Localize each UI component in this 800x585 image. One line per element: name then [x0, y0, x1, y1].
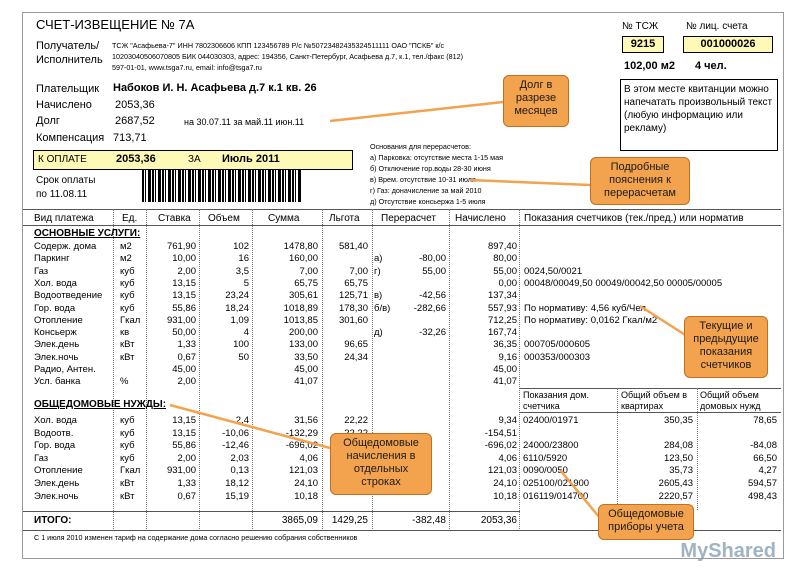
service-meter: 000705/000605	[524, 339, 591, 351]
service-name: Консьерж	[34, 327, 77, 339]
service-unit: куб	[120, 302, 135, 314]
service-accrued: 41,07	[493, 376, 517, 388]
service-volume: 5	[243, 277, 249, 289]
common-name: Гор. вода	[34, 440, 76, 452]
service-meter: 00048/00049,50 00049/00042,50 00005/00005	[524, 277, 723, 289]
service-recalc-ref: г)	[374, 265, 381, 277]
service-volume: 4	[243, 327, 249, 339]
service-privilege: 581,40	[338, 241, 368, 252]
callout-connector	[470, 180, 590, 185]
callout-recalc: Подробные пояснения к перерасчетам	[590, 157, 690, 205]
common-rate: 0,67	[177, 490, 196, 502]
watermark-logo: MyShared	[680, 540, 776, 562]
service-sum: 133,00	[288, 339, 318, 351]
common-accrued: 9,34	[498, 415, 517, 426]
callout-connector	[560, 470, 600, 518]
service-recalc: -80,00	[419, 253, 446, 265]
common-apartment-volume: 350,35	[663, 415, 693, 426]
common-unit: кВт	[120, 478, 135, 489]
service-sum: 305,61	[288, 290, 318, 302]
common-volume: 2,03	[230, 452, 249, 464]
common-sum: 10,18	[294, 490, 318, 502]
common-volume: 0,13	[230, 465, 249, 477]
common-house-volume: 498,43	[747, 490, 777, 502]
service-recalc: -42,56	[419, 290, 446, 302]
service-privilege: 125,71	[338, 290, 368, 302]
service-name: Усл. банка	[34, 376, 81, 388]
for-label: ЗА	[188, 154, 201, 165]
tsg-label: № ТСЖ	[622, 21, 659, 32]
service-rate: 50,00	[172, 327, 196, 339]
common-sum: 4,06	[299, 452, 318, 464]
common-rate: 931,00	[166, 465, 196, 477]
service-recalc-ref: д)	[374, 327, 383, 339]
common-sum: 121,03	[288, 465, 318, 477]
service-unit: м2	[120, 241, 132, 252]
service-accrued: 167,74	[487, 327, 517, 339]
common-name: Отопление	[34, 465, 83, 477]
service-meter: По нормативу: 4,56 куб/Чел	[524, 302, 646, 314]
service-rate: 761,90	[166, 241, 196, 252]
service-rate: 45,00	[172, 364, 196, 375]
col-header-recalc: Перерасчет	[381, 213, 436, 224]
common-volume: 2,4	[235, 415, 249, 426]
service-name: Элек.ночь	[34, 351, 79, 363]
service-sum: 7,00	[299, 265, 318, 277]
to-pay-label: К ОПЛАТЕ	[38, 154, 87, 165]
service-meter: 0024,50/0021	[524, 265, 583, 277]
service-rate: 13,15	[172, 277, 196, 289]
service-name: Радио, Антен.	[34, 364, 96, 375]
common-name: Элек.день	[34, 478, 80, 489]
col-header-sum: Сумма	[268, 213, 300, 224]
service-recalc: 55,00	[422, 265, 446, 277]
common-rate: 55,86	[172, 440, 196, 452]
debt-period: на 30.07.11 за май.11 июн.11	[184, 117, 305, 127]
section-common-needs: ОБЩЕДОМОВЫЕ НУЖДЫ:	[34, 399, 167, 410]
service-name: Водоотведение	[34, 290, 103, 302]
accrued-value: 2053,36	[115, 99, 155, 111]
people-value: 4 чел.	[695, 60, 727, 72]
service-sum: 1018,89	[283, 302, 318, 314]
service-unit: куб	[120, 277, 135, 289]
service-unit: м2	[120, 253, 132, 265]
service-unit: кВт	[120, 351, 135, 363]
service-name: Элек.день	[34, 339, 80, 351]
service-name: Паркинг	[34, 253, 70, 265]
service-rate: 931,00	[166, 314, 196, 326]
service-accrued: 137,34	[487, 290, 517, 302]
service-meter: 000353/000303	[524, 351, 591, 363]
ad-text-box: В этом месте квитанции можно напечатать произвольный текст (любую информацию или рекламу)	[620, 79, 778, 151]
common-volume: -10,06	[222, 427, 249, 439]
common-unit: куб	[120, 415, 135, 426]
tsg-number: 9215	[622, 36, 664, 53]
common-rate: 13,15	[172, 427, 196, 439]
service-unit: куб	[120, 290, 135, 302]
service-rate: 13,15	[172, 290, 196, 302]
common-accrued: 24,10	[493, 478, 517, 489]
service-rate: 10,00	[172, 253, 196, 265]
callout-common: Общедомовые начисления в отдельных строках	[330, 433, 432, 495]
service-volume: 102	[233, 241, 249, 252]
service-accrued: 36,35	[493, 339, 517, 351]
service-accrued: 712,25	[487, 314, 517, 326]
common-accrued: -696,02	[484, 440, 517, 452]
callout-debt: Долг в разрезе месяцев	[503, 75, 569, 127]
common-house-volume: 4,27	[758, 465, 777, 477]
common-header-meter: Показания дом. счетчика	[523, 390, 589, 411]
common-unit: куб	[120, 427, 135, 439]
common-rate: 13,15	[172, 415, 196, 426]
common-accrued: 10,18	[493, 490, 517, 502]
callout-meters: Текущие и предыдущие показания счетчиков	[684, 316, 768, 378]
common-header-apartments: Общий объем в квартирах	[621, 390, 688, 411]
common-unit: Гкал	[120, 465, 141, 477]
account-number: 001000026	[683, 36, 773, 53]
period-value: Июль 2011	[222, 153, 280, 165]
recalc-line: д) Отсутствие консьержа 1-5 июля	[370, 197, 486, 206]
service-name: Хол. вода	[34, 277, 77, 289]
payer-name: Набоков И. Н. Асафьева д.7 к.1 кв. 26	[113, 82, 317, 94]
service-rate: 0,67	[177, 351, 196, 363]
deadline-label: Срок оплаты	[36, 175, 96, 186]
recipient-label-1: Получатель/	[36, 40, 100, 52]
col-header-type: Вид платежа	[34, 213, 94, 224]
common-accrued: 4,06	[498, 452, 517, 464]
common-rate: 2,00	[177, 452, 196, 464]
service-recalc-ref: а)	[374, 253, 383, 265]
common-apartment-volume: 2220,57	[658, 490, 693, 502]
common-apartment-volume: 123,50	[663, 452, 693, 464]
recalc-line: б) Отключение гор.воды 28-30 июня	[370, 164, 491, 173]
debt-value: 2687,52	[115, 115, 155, 127]
service-sum: 160,00	[288, 253, 318, 265]
footer-note: С 1 июля 2010 изменен тариф на содержание дома согласно решению собрания собственников	[34, 533, 358, 542]
common-name: Хол. вода	[34, 415, 77, 426]
common-sum: 24,10	[294, 478, 318, 489]
col-header-volume: Объем	[208, 213, 240, 224]
service-accrued: 9,16	[498, 351, 517, 363]
service-name: Гор. вода	[34, 302, 76, 314]
service-privilege: 65,75	[344, 277, 368, 289]
total-label: ИТОГО:	[34, 515, 72, 526]
deadline-value: по 11.08.11	[36, 189, 88, 200]
common-unit: кВт	[120, 490, 135, 502]
col-header-rate: Ставка	[158, 213, 191, 224]
common-house-meter: 025100/021900	[523, 478, 590, 489]
service-sum: 1478,80	[283, 241, 318, 252]
service-volume: 3,5	[235, 265, 249, 277]
recipient-label-2: Исполнитель	[36, 54, 103, 66]
total-privilege: 1429,25	[331, 515, 368, 526]
accrued-label: Начислено	[36, 99, 92, 111]
common-sum: -132,29	[285, 427, 318, 439]
to-pay-value: 2053,36	[116, 153, 156, 165]
service-accrued: 897,40	[487, 241, 517, 252]
service-sum: 200,00	[288, 327, 318, 339]
service-sum: 45,00	[294, 364, 318, 375]
common-accrued: 121,03	[487, 465, 517, 477]
common-rate: 1,33	[177, 478, 196, 489]
common-sum: -696,02	[285, 440, 318, 452]
service-volume: 23,24	[225, 290, 249, 302]
service-volume: 50	[238, 351, 249, 363]
recalc-title: Основания для перерасчетов:	[370, 142, 471, 151]
service-unit: %	[120, 376, 129, 388]
callout-common-meters: Общедомовые приборы учета	[598, 504, 694, 540]
total-accrued: 2053,36	[480, 515, 517, 526]
common-volume: 15,19	[225, 490, 249, 502]
service-privilege: 7,00	[349, 265, 368, 277]
service-accrued: 80,00	[493, 253, 517, 265]
invoice-title: СЧЕТ-ИЗВЕЩЕНИЕ № 7А	[36, 17, 195, 32]
common-house-meter: 016119/014700	[523, 490, 589, 502]
service-unit: кв	[120, 327, 130, 339]
area-value: 102,00 м2	[624, 60, 675, 72]
service-volume: 16	[238, 253, 249, 265]
total-sum: 3865,09	[281, 515, 318, 526]
compensation-label: Компенсация	[36, 132, 105, 144]
service-privilege: 96,65	[344, 339, 368, 351]
total-recalc: -382,48	[412, 515, 446, 526]
service-name: Газ	[34, 265, 49, 277]
common-apartment-volume: 35,73	[669, 465, 693, 477]
common-volume: 18,12	[225, 478, 249, 489]
service-recalc-ref: в)	[374, 290, 383, 302]
service-accrued: 0,00	[498, 277, 517, 289]
account-label: № лиц. счета	[686, 21, 748, 32]
service-rate: 2,00	[177, 376, 196, 388]
common-name: Элек.ночь	[34, 490, 79, 502]
service-privilege: 301,60	[338, 314, 368, 326]
service-privilege: 24,34	[344, 351, 368, 363]
callout-connector	[640, 306, 690, 338]
common-name: Водоотв.	[34, 427, 74, 439]
service-accrued: 557,93	[487, 302, 517, 314]
service-sum: 41,07	[294, 376, 318, 388]
recipient-line-2: 10203040506070805 БИК 044030303, адрес: 194356, Санкт-Петербург, Асафьева д.7, к.1, тел./факс (812)	[112, 52, 463, 61]
service-recalc: -32,26	[419, 327, 446, 339]
service-rate: 2,00	[177, 265, 196, 277]
common-unit: куб	[120, 440, 135, 452]
common-volume: -12,46	[222, 440, 249, 452]
service-unit: кВт	[120, 339, 135, 351]
service-name: Отопление	[34, 314, 83, 326]
common-house-volume: 594,57	[747, 478, 777, 489]
service-volume: 1,09	[230, 314, 249, 326]
service-accrued: 45,00	[493, 364, 517, 375]
col-header-accrued: Начислено	[455, 213, 506, 224]
common-house-volume: 66,50	[753, 452, 777, 464]
service-sum: 65,75	[294, 277, 318, 289]
common-apartment-volume: 284,08	[663, 440, 693, 452]
service-meter: По нормативу: 0,0162 Гкал/м2	[524, 314, 658, 326]
service-privilege: 178,30	[338, 302, 368, 314]
common-name: Газ	[34, 452, 49, 464]
section-main-services: ОСНОВНЫЕ УСЛУГИ:	[34, 228, 141, 239]
common-house-meter: 0090/0050	[523, 465, 568, 477]
recalc-line: а) Парковка: отсутствие места 1-15 мая	[370, 153, 503, 162]
common-sum: 31,56	[294, 415, 318, 426]
common-accrued: -154,51	[484, 427, 517, 439]
callout-connector	[330, 102, 503, 121]
common-unit: куб	[120, 452, 135, 464]
recipient-line-1: ТСЖ "Асафьева-7" ИНН 7802306606 КПП 123456789 Р/с №50723482435324511111 ОАО "ПСКБ" к/с	[112, 41, 445, 50]
payer-label: Плательщик	[36, 83, 100, 95]
debt-label: Долг	[36, 115, 60, 127]
common-header-house: Общий объем домовых нужд	[700, 390, 761, 411]
recalc-line: в) Врем. отсутствие 10-31 июля	[370, 175, 476, 184]
service-unit: Гкал	[120, 314, 141, 326]
common-apartment-volume: 2605,43	[658, 478, 693, 489]
col-header-privilege: Льгота	[329, 213, 360, 224]
service-sum: 1013,85	[283, 314, 318, 326]
service-recalc: -282,66	[413, 302, 446, 314]
common-privilege: 22,22	[344, 415, 368, 426]
service-volume: 18,24	[225, 302, 249, 314]
compensation-value: 713,71	[113, 132, 147, 144]
common-house-meter: 6110/5920	[523, 452, 568, 464]
service-recalc-ref: б/в)	[374, 302, 391, 314]
common-house-volume: 78,65	[753, 415, 777, 426]
callout-connector	[170, 405, 330, 448]
service-volume: 100	[233, 339, 249, 351]
service-rate: 1,33	[177, 339, 196, 351]
col-header-unit: Ед.	[122, 213, 138, 224]
col-header-meters: Показания счетчиков (тек./пред.) или норматив	[524, 213, 744, 224]
service-sum: 33,50	[294, 351, 318, 363]
recipient-line-3: 597-01-01, www.tsga7.ru, email: info@tsga7.ru	[112, 63, 262, 72]
service-rate: 55,86	[172, 302, 196, 314]
service-name: Содерж. дома	[34, 241, 97, 252]
common-house-meter: 02400/01971	[523, 415, 579, 426]
common-house-meter: 24000/23800	[523, 440, 579, 452]
service-accrued: 55,00	[493, 265, 517, 277]
common-house-volume: -84,08	[750, 440, 777, 452]
recalc-line: г) Газ: доначисление за май 2010	[370, 186, 482, 195]
service-unit: куб	[120, 265, 135, 277]
